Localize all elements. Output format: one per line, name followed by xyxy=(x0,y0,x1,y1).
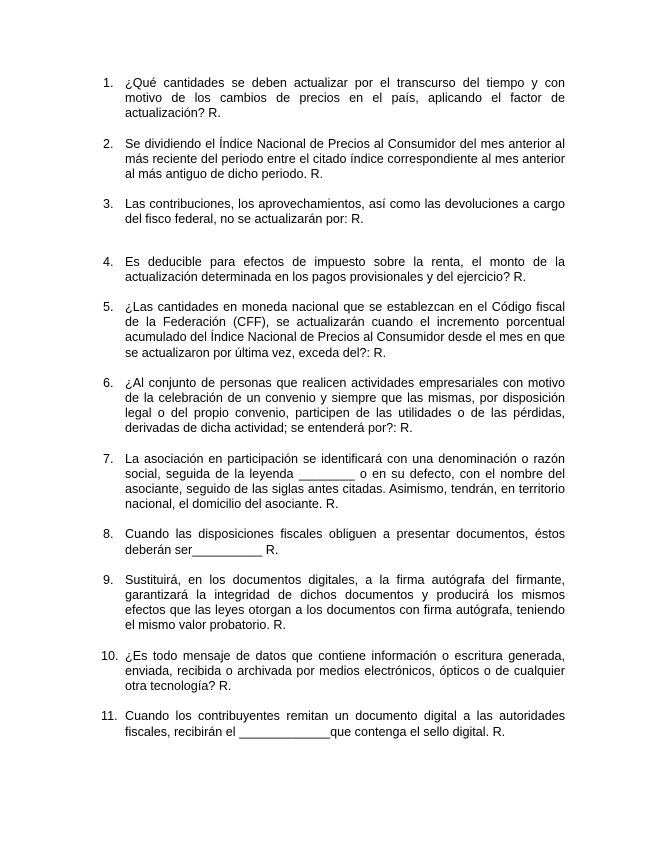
question-text: Sustituirá, en los documentos digitales, a la firma autógrafa del firmante, garantizará la integridad de dichos documentos y producirá los mismos efectos que las leyes otorgan a los documentos con firma autógrafa, teniendo el mismo valor probatorio. R. xyxy=(125,572,565,633)
question-text: ¿Es todo mensaje de datos que contiene información o escritura generada, enviada, recibida o archivada por medios electrónicos, ópticos o de cualquier otra tecnología? R. xyxy=(125,648,565,694)
question-list xyxy=(103,76,565,755)
question-text: Cuando las disposiciones fiscales obliguen a presentar documentos, éstos deberán ser__________ R. xyxy=(125,527,565,557)
question-item xyxy=(103,76,565,122)
question-number: 11. xyxy=(101,709,118,724)
question-item xyxy=(103,255,565,285)
question-number: 2. xyxy=(103,136,114,151)
question-number: 1. xyxy=(103,76,114,90)
question-text: Es deducible para efectos de impuesto sobre la renta, el monto de la actualización determinada en los pagos provisionales y del ejercicio? R. xyxy=(125,254,565,284)
question-item xyxy=(103,527,565,557)
question-number: 7. xyxy=(103,451,114,466)
question-item xyxy=(103,573,565,634)
question-item xyxy=(103,452,565,513)
question-item xyxy=(103,649,565,695)
question-text: Las contribuciones, los aprovechamientos, así como las devoluciones a cargo del fisco federal, no se actualizarán por: R. xyxy=(125,197,565,227)
question-item xyxy=(103,709,565,739)
question-item xyxy=(103,137,565,183)
question-number: 5. xyxy=(103,300,114,315)
question-number: 9. xyxy=(103,572,114,587)
question-text: ¿Las cantidades en moneda nacional que se establezcan en el Código fiscal de la Federación (CFF), se actualizarán cuando el incremento porcentual acumulado del Índice Nacional de Precios al Consumidor desde el mes en que se actualizaron por última vez, exceda del?: R. xyxy=(125,300,565,360)
question-text: ¿Qué cantidades se deben actualizar por el transcurso del tiempo y con motivo de los cambios de precios en el país, aplicando el factor de actualización? R. xyxy=(125,76,565,121)
question-number: 10. xyxy=(101,648,119,663)
question-text: ¿Al conjunto de personas que realicen actividades empresariales con motivo de la celebración de un convenio y siempre que las mismas, por disposición legal o del propio convenio, participen de las utilidades o de las pérdidas, derivadas de dicha actividad; se entenderá por?: R. xyxy=(125,375,565,436)
question-number: 6. xyxy=(103,375,114,390)
question-number: 3. xyxy=(103,197,114,212)
question-text: Cuando los contribuyentes remitan un documento digital a las autoridades fiscales, recibirán el _____________que contenga el sello digital. R. xyxy=(125,709,565,739)
question-text: La asociación en participación se identificará con una denominación o razón social, seguida de la leyenda ________ o en su defecto, con el nombre del asociante, seguido de las siglas antes citadas. Asimismo, tendrán, en territorio nacional, el domicilio del asociante. R. xyxy=(125,451,565,512)
question-item xyxy=(103,300,565,361)
question-number: 8. xyxy=(103,527,114,542)
question-item xyxy=(103,197,565,227)
question-text: Se dividiendo el Índice Nacional de Precios al Consumidor del mes anterior al más reciente del periodo entre el citado índice correspondiente al mes anterior al más antiguo de dicho periodo. R. xyxy=(125,136,565,182)
question-item xyxy=(103,376,565,437)
question-number: 4. xyxy=(103,254,114,269)
